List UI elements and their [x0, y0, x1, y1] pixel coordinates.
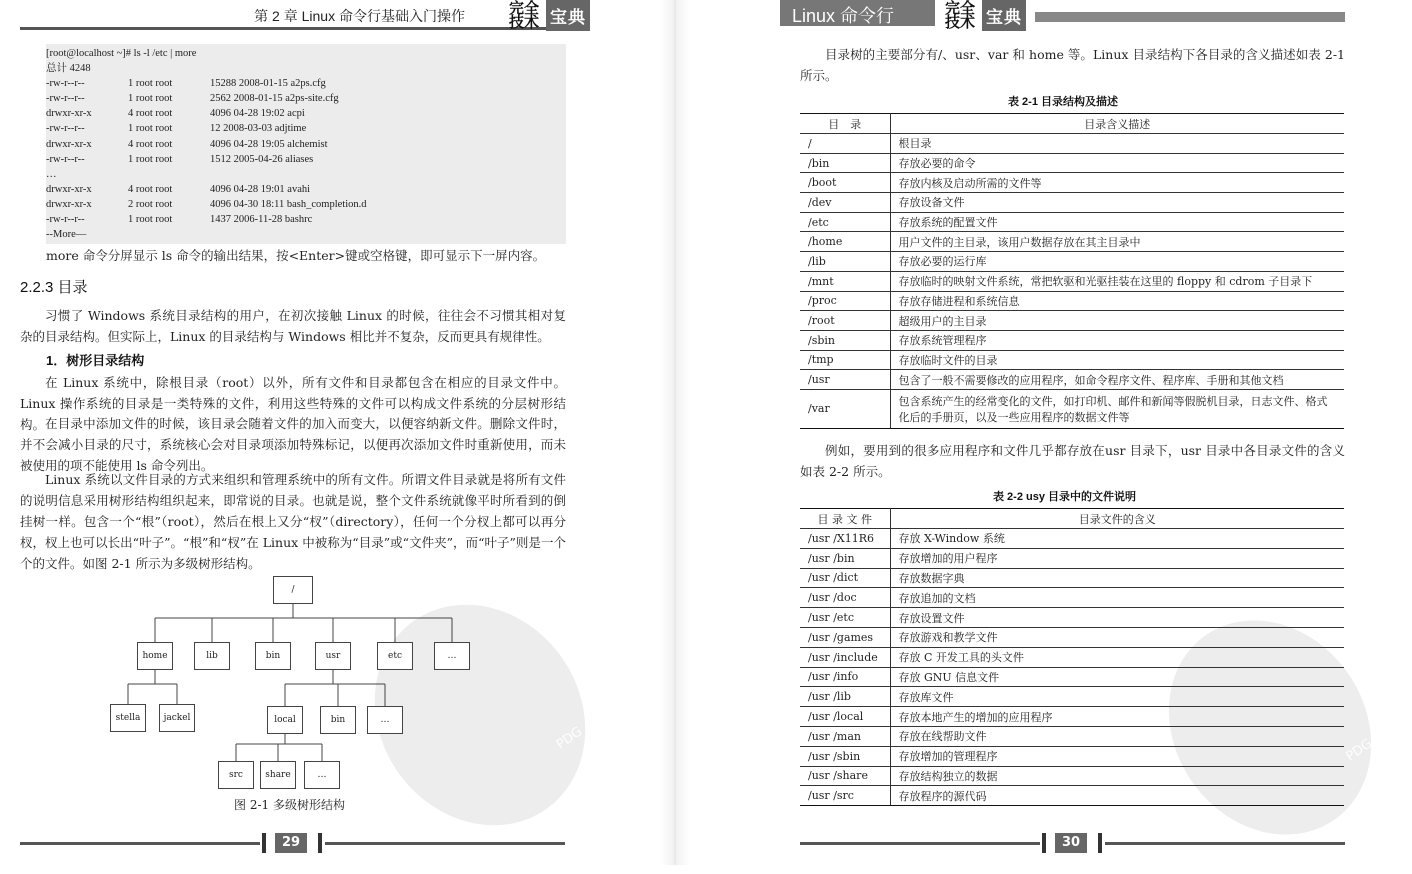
table-cell-description: 存放结构独立的数据	[890, 766, 1344, 786]
table-row	[800, 627, 1344, 647]
table-row	[800, 370, 1344, 390]
page-number: 29	[275, 833, 307, 853]
table-cell-path: /root	[800, 311, 890, 331]
listing-row	[46, 137, 566, 152]
listing-details: 2562 2008-01-15 a2ps-site.cfg	[210, 93, 339, 105]
table-cell-description: 存放增加的用户程序	[890, 548, 1344, 568]
listing-owner: 4 root root	[128, 138, 173, 150]
listing-row	[46, 167, 566, 182]
tree-node-usr-more: …	[367, 706, 403, 734]
listing-owner: 4 root root	[128, 108, 173, 120]
tree-node-more: …	[434, 642, 470, 670]
table-row	[800, 153, 1344, 173]
listing-permissions: drwxr-xr-x	[46, 183, 92, 195]
listing-row	[46, 76, 566, 91]
listing-row	[46, 152, 566, 167]
table-cell-path: /home	[800, 232, 890, 252]
tree-node-usr-bin: bin	[320, 706, 356, 734]
left-page	[0, 0, 660, 865]
directory-table	[800, 113, 1344, 429]
table-cell-path: /usr /src	[800, 786, 890, 806]
listing-owner: 4 root root	[128, 183, 173, 195]
table-cell-path: /var	[800, 389, 890, 428]
paragraph-4: Linux 系统以文件目录的方式来组织和管理系统中的所有文件。所谓文件目录就是将所有文件的说明信息采用树形结构组织起来，即常说的目录。也就是说，整个文件系统就像平时所看到的倒挂树一样。包含一个“根”（root），然后在根上又分“杈”（directory），任何一个分杈上都可以再分杈，杈上也可以长出“叶子”。“根”和“杈”在 Linux 中被称为“目录”或“文件夹”，而“叶子”则是一个个的文件。如图 2-1 所示为多级树形结构。	[20, 472, 566, 571]
table-cell-path: /usr /dict	[800, 568, 890, 588]
tree-node-usr: usr	[315, 642, 351, 670]
table-cell-path: /usr /man	[800, 726, 890, 746]
table-cell-path: /dev	[800, 193, 890, 213]
table-cell-description: 存放本地产生的增加的应用程序	[890, 707, 1344, 727]
listing-details: 4096 04-28 19:05 alchemist	[210, 138, 328, 150]
book-badge	[940, 0, 1026, 30]
listing-details: 4096 04-28 19:01 avahi	[210, 183, 311, 195]
table-cell-description: 包含了一般不需要修改的应用程序，如命令程序文件、程序库、手册和其他文档	[890, 370, 1344, 390]
listing-row	[46, 121, 566, 136]
listing-permissions: -rw-r--r--	[46, 214, 85, 226]
listing-row	[46, 197, 566, 212]
table-cell-path: /usr /sbin	[800, 746, 890, 766]
table-cell-path: /proc	[800, 291, 890, 311]
badge-box: 宝典	[982, 0, 1026, 31]
table-row	[800, 568, 1344, 588]
terminal-output	[46, 44, 566, 244]
listing-row	[46, 182, 566, 197]
listing-details: 15288 2008-01-15 a2ps.cfg	[210, 78, 326, 90]
listing-details: 1512 2005-04-26 aliases	[210, 153, 314, 165]
table-row	[800, 726, 1344, 746]
tree-node-bin: bin	[255, 642, 291, 670]
table-cell-path: /	[800, 134, 890, 154]
listing-permissions: …	[46, 168, 57, 180]
table-cell-description: 存放系统管理程序	[890, 330, 1344, 350]
tree-node-etc: etc	[377, 642, 413, 670]
more-prompt: --More—	[46, 229, 87, 241]
left-page-footer	[20, 833, 565, 855]
table-row	[800, 212, 1344, 232]
tree-node-local-more: …	[304, 761, 340, 789]
tree-node-home: home	[137, 642, 173, 670]
table-row	[800, 232, 1344, 252]
table-row	[800, 588, 1344, 608]
paragraph-3: 在目录中添加文件的时候，该目录会随着文件的加入而变大，以便容纳新文件。删除文件时，并不会减小目录的尺寸，系统核心会对目录项添加特殊标记，以便再次添加文件时重新使用，而未被使用的项不能使用 ls 命令列出。	[20, 416, 566, 473]
table-cell-path: /usr /X11R6	[800, 529, 890, 549]
listing-owner: 1 root root	[128, 123, 173, 135]
book-badge	[504, 0, 590, 30]
tree-node-lib: lib	[194, 642, 230, 670]
listing-details: 4096 04-30 18:11 bash_completion.d	[210, 198, 367, 210]
listing-permissions: -rw-r--r--	[46, 78, 85, 90]
table-cell-description: 存放设置文件	[890, 608, 1344, 628]
tree-node-stella: stella	[110, 704, 146, 732]
table-cell-description: 存放增加的管理程序	[890, 746, 1344, 766]
listing-permissions: -rw-r--r--	[46, 153, 85, 165]
listing-permissions: drwxr-xr-x	[46, 198, 92, 210]
listing-row	[46, 212, 566, 227]
table-cell-path: /mnt	[800, 271, 890, 291]
listing-details: 12 2008-03-03 adjtime	[210, 123, 307, 135]
paragraph-2: 在 Linux 系统中，除根目录（root）以外，所有文件和目录都包含在相应的目录文件中。Linux 操作系统的目录是一类特殊的文件，利用这些特殊的文件可以构成文件系统的分层树形结构。	[20, 375, 566, 432]
listing-details: 4096 04-28 19:02 acpi	[210, 108, 305, 120]
right-page-footer	[800, 833, 1345, 855]
listing-permissions: drwxr-xr-x	[46, 108, 92, 120]
table-cell-description: 存放系统的配置文件	[890, 212, 1344, 232]
listing-owner: 1 root root	[128, 153, 173, 165]
table-cell-path: /usr	[800, 370, 890, 390]
watermark-seal: PDG	[332, 563, 628, 866]
table-cell-path: /bin	[800, 153, 890, 173]
table-cell-path: /usr /lib	[800, 687, 890, 707]
table-cell-description: 存放临时的映射文件系统，常把软驱和光驱挂装在这里的 floppy 和 cdrom 子目录下	[890, 271, 1344, 291]
page-number: 30	[1055, 833, 1087, 853]
table-cell-description: 存放必要的运行库	[890, 252, 1344, 272]
table-cell-path: /lib	[800, 252, 890, 272]
table-row	[800, 350, 1344, 370]
table-cell-path: /tmp	[800, 350, 890, 370]
listing-permissions: -rw-r--r--	[46, 123, 85, 135]
table-cell-path: /usr /etc	[800, 608, 890, 628]
table-cell-description: 存放游戏和教学文件	[890, 627, 1344, 647]
table-cell-description: 用户文件的主目录，该用户数据存放在其主目录中	[890, 232, 1344, 252]
tree-node-jackel: jackel	[159, 704, 195, 732]
tree-node-src: src	[218, 761, 254, 789]
table-cell-path: /usr /include	[800, 647, 890, 667]
table-row	[800, 193, 1344, 213]
table-row	[800, 647, 1344, 667]
table-cell-description: 存放 C 开发工具的头文件	[890, 647, 1344, 667]
table-row	[800, 291, 1344, 311]
section-heading: 2.2.3 目录	[20, 279, 88, 296]
paragraph-1: 习惯了 Windows 系统目录结构的用户，在初次接触 Linux 的时候，往往会不习惯其相对复杂的目录结构。但实际上，Linux 的目录结构与 Windows 相比并不复杂，反而更具有规律性。	[20, 308, 566, 344]
usr-paragraph: 例如，要用到的很多应用程序和文件几乎都存放在usr 目录下，usr 目录中各目录文件的含义如表 2-2 所示。	[800, 443, 1345, 479]
tree-node-root: /	[273, 576, 313, 604]
table-row	[800, 311, 1344, 331]
table-cell-description: 包含系统产生的经常变化的文件，如打印机、邮件和新闻等假脱机目录，日志文件、格式化后的手册页，以及一些应用程序的数据文件等	[890, 389, 1344, 428]
book-spine	[660, 0, 690, 865]
table-cell-description: 存放在线帮助文件	[890, 726, 1344, 746]
directory-tree-figure	[100, 574, 480, 814]
table-row	[800, 608, 1344, 628]
table-row	[800, 687, 1344, 707]
table-cell-description: 根目录	[890, 134, 1344, 154]
book-title: Linux 命令行	[780, 0, 935, 26]
table-cell-description: 存放临时文件的目录	[890, 350, 1344, 370]
table-cell-description: 存放 GNU 信息文件	[890, 667, 1344, 687]
table2-title: 表 2-2 usy 目录中的文件说明	[993, 491, 1137, 503]
table-cell-path: /etc	[800, 212, 890, 232]
table2-header-file: 目 录 文 件	[800, 509, 890, 529]
listing-permissions: drwxr-xr-x	[46, 138, 92, 150]
tree-node-local: local	[267, 706, 303, 734]
table-cell-description: 存放程序的源代码	[890, 786, 1344, 806]
table-row	[800, 271, 1344, 291]
table-row	[800, 786, 1344, 806]
intro-paragraph: 目录树的主要部分有/、usr、var 和 home 等。Linux 目录结构下各目录的含义描述如表 2-1 所示。	[800, 47, 1345, 83]
table-row	[800, 746, 1344, 766]
table1-header-desc: 目录含义描述	[890, 114, 1344, 134]
table-cell-path: /usr /share	[800, 766, 890, 786]
table-cell-description: 存放存储进程和系统信息	[890, 291, 1344, 311]
usr-table	[800, 508, 1344, 806]
table-row	[800, 389, 1344, 428]
table-cell-description: 存放 X-Window 系统	[890, 529, 1344, 549]
table-cell-path: /usr /doc	[800, 588, 890, 608]
listing-permissions: -rw-r--r--	[46, 93, 85, 105]
listing-owner: 1 root root	[128, 214, 173, 226]
command-line: [root@localhost ~]# ls -l /etc | more	[46, 48, 197, 59]
table-cell-description: 存放必要的命令	[890, 153, 1344, 173]
chapter-title: 第 2 章 Linux 命令行基础入门操作	[254, 8, 465, 24]
listing-row	[46, 91, 566, 106]
table1-title: 表 2-1 目录结构及描述	[1008, 96, 1119, 108]
table-cell-path: /usr /local	[800, 707, 890, 727]
table-cell-description: 超级用户的主目录	[890, 311, 1344, 331]
table-cell-path: /usr /bin	[800, 548, 890, 568]
table-cell-path: /usr /info	[800, 667, 890, 687]
watermark-seal: PDG	[1128, 581, 1412, 874]
listing-owner: 2 root root	[128, 198, 173, 210]
table2-header-meaning: 目录文件的含义	[890, 509, 1344, 529]
total-line: 总计 4248	[46, 63, 91, 75]
listing-owner: 1 root root	[128, 78, 173, 90]
left-page-header	[20, 0, 590, 30]
table-row	[800, 134, 1344, 154]
table-cell-path: /sbin	[800, 330, 890, 350]
table-row	[800, 330, 1344, 350]
right-page	[690, 0, 1376, 865]
table-cell-path: /boot	[800, 173, 890, 193]
subsection-heading: 1．树形目录结构	[46, 353, 145, 368]
badge-text: 完全 技术	[508, 0, 539, 31]
listing-row	[46, 106, 566, 121]
table-cell-path: /usr /games	[800, 627, 890, 647]
table-row	[800, 548, 1344, 568]
table-row	[800, 667, 1344, 687]
table-cell-description: 存放库文件	[890, 687, 1344, 707]
listing-details: 1437 2006-11-28 bashrc	[210, 214, 313, 226]
table-cell-description: 存放追加的文档	[890, 588, 1344, 608]
right-page-header	[780, 0, 1345, 30]
figure-caption: 图 2-1 多级树形结构	[234, 798, 345, 812]
table-row	[800, 529, 1344, 549]
table-row	[800, 766, 1344, 786]
more-explanation: more 命令分屏显示 ls 命令的输出结果，按<Enter>键或空格键，即可显示下一屏内容。	[46, 248, 546, 263]
table-row	[800, 707, 1344, 727]
badge-box: 宝典	[546, 0, 590, 31]
table-cell-description: 存放设备文件	[890, 193, 1344, 213]
listing-owner: 1 root root	[128, 93, 173, 105]
badge-text: 完全 技术	[944, 0, 975, 31]
table-row	[800, 252, 1344, 272]
table-cell-description: 存放数据字典	[890, 568, 1344, 588]
tree-node-share: share	[260, 761, 296, 789]
table-row	[800, 173, 1344, 193]
table-cell-description: 存放内核及启动所需的文件等	[890, 173, 1344, 193]
table1-header-dir: 目 录	[800, 114, 890, 134]
